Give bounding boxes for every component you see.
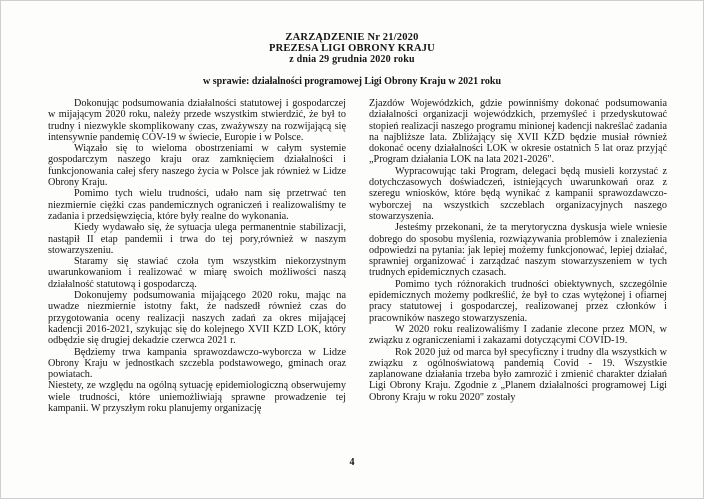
order-title: ZARZĄDZENIE Nr 21/2020 xyxy=(285,32,419,43)
order-subject: w sprawie: działalności programowej Ligi Obrony Kraju w 2021 roku xyxy=(202,76,502,87)
paragraph: W 2020 roku realizowaliśmy I zadanie zlecone przez MON, w związku z ograniczeniami i zakazami dotyczącymi COVID-19. xyxy=(369,323,667,347)
page-number: 4 xyxy=(349,457,355,468)
paragraph: Staramy się stawiać czoła tym wszystkim niekorzystnym uwarunkowaniom i realizować w miarę swoich możliwości naszą działalność statutową i gospodarczą. xyxy=(48,256,346,290)
paragraph: Wypracowując taki Program, delegaci będą musieli korzystać z dotychczasowych doświadczeń, istniejących uwarunkowań oraz z szeregu wniosków, które będą wynikać z kampanii sprawozdawczo-wyborczej na wszystkich szczeblach organizacyjnych naszego stowarzyszenia. xyxy=(369,165,667,222)
paragraph: Dokonujemy podsumowania mijającego 2020 roku, mając na uwadze niezmiernie istotny fakt, że nadszedł również czas do przygotowania oceny realizacji naszych zadań za okres mijającej kadencji 2016-2021, szykując się do kolejnego XVII KZD LOK, który odbędzie się drugiej dekadzie czerwca 2021 r. xyxy=(48,290,346,347)
paragraph: Wiązało się to wieloma obostrzeniami w całym systemie gospodarczym naszego kraju oraz zamknięciem działalności i funkcjonowania całej sfery naszego życia w Polsce jak również w Lidze Obrony Kraju. xyxy=(48,143,346,189)
paragraph: Pomimo tych wielu trudności, udało nam się przetrwać ten niezmiernie ciężki czas pandemicznych ograniczeń i realizowaliśmy te zadania i przedsięwzięcia, które były realne do wykonania. xyxy=(48,188,346,222)
paragraph: Niestety, ze względu na ogólną sytuację epidemiologiczną obserwujemy wiele trudności, które uniemożliwiają sprawne prowadzenie tej kampanii. W przyszłym roku planujemy organizację xyxy=(48,380,346,415)
paragraph: Jesteśmy przekonani, że ta merytoryczna dyskusja wiele wniesie dobrego do sposobu myślenia, rozwiązywania problemów i znalezienia odpowiedzi na pytania: jak lepiej możemy funkcjonować, lepiej działać, sprawniej organizować i zarządzać naszym stowarzyszeniem w tych trudnych epidemicznych czasach. xyxy=(369,222,667,279)
order-date: z dnia 29 grudnia 2020 roku xyxy=(289,54,415,65)
order-issuer: PREZESA LIGI OBRONY KRAJU xyxy=(269,43,435,54)
paragraph: Zjazdów Wojewódzkich, gdzie powinniśmy dokonać podsumowania działalności organizacji wojewódzkich, przemyśleć i przedyskutować stopień realizacji naszego programu minionej kadencji nakreślać zadania na najbliższe lata. Zbliżający się XVII KZD będzie musiał również dokonać oceny działalności LOK w okresie ostatnich 5 lat oraz przyjąć „Program działania LOK na lata 2021-2026". xyxy=(369,98,667,166)
paragraph: Będziemy trwa kampania sprawozdawczo-wyborcza w Lidze Obrony Kraju w jednostkach szczebla podstawowego, gminach oraz powiatach. xyxy=(48,346,346,381)
left-column xyxy=(48,98,346,414)
paragraph: Kiedy wydawało się, że sytuacja ulega permanentnie stabilizacji, nastąpił II etap pandemii i trwa do tej pory,również w naszym stowarzyszeniu. xyxy=(48,222,346,256)
paragraph: Dokonując podsumowania działalności statutowej i gospodarczej w mijającym 2020 roku, należy przede wszystkim stwierdzić, że był to trudny i niezwykle skomplikowany czas, zważywszy na rozwijającą się intensywnie pandemię COV-19 w świecie, Europie i w Polsce. xyxy=(48,98,346,143)
paragraph: Rok 2020 już od marca był specyficzny i trudny dla wszystkich w związku z ogólnoświatową pandemią Covid - 19. Wszystkie zaplanowane działania trzeba było zamrozić i zmienić charakter działań Ligi Obrony Kraju. Zgodnie z „Planem działalności programowej Ligi Obrony Kraju w roku 2020" zostały xyxy=(369,346,667,403)
paragraph: Pomimo tych różnorakich trudności obiektywnych, szczególnie epidemicznych możemy podkreślić, że był to czas wytężonej i ofiarnej pracy statutowej i gospodarczej, realizowanej przez członków i pracowników naszego stowarzyszenia. xyxy=(369,278,667,324)
right-column xyxy=(369,98,667,403)
